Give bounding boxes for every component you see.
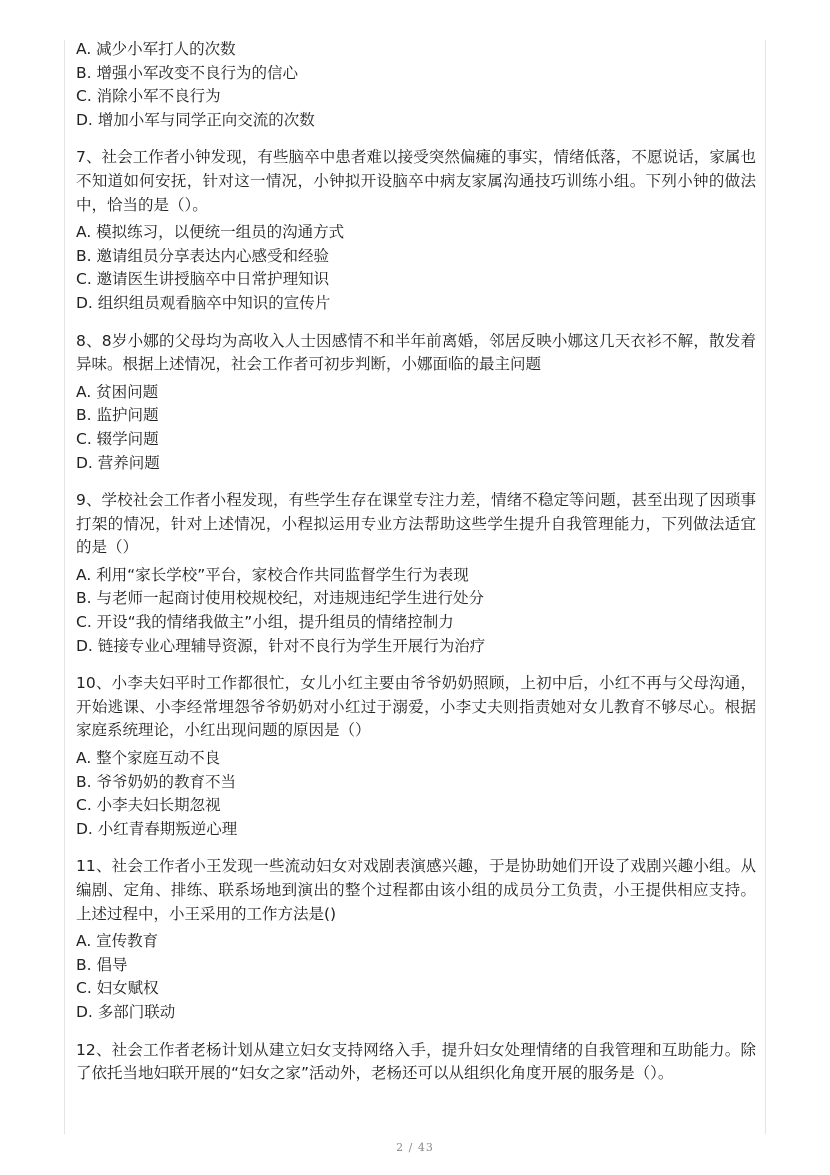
page-number: 2 / 43 [396, 1141, 434, 1154]
question-9 [76, 489, 756, 658]
option-d: D. 小红青春期叛逆心理 [76, 819, 238, 838]
page-left-edge [64, 40, 65, 1134]
option-a: A. 减少小军打人的次数 [76, 40, 236, 58]
option-c: C. 辍学问题 [76, 429, 159, 448]
option-c: C. 开设“我的情绪我做主”小组，提升组员的情绪控制力 [76, 613, 454, 632]
question-text: 8、8岁小娜的父母均为高收入人士因感情不和半年前离婚，邻居反映小娜这几天衣衫不解，散发着异味。根据上述情况，社会工作者可初步判断，小娜面临的最主问题 [76, 331, 756, 374]
option-d: D. 增加小军与同学正向交流的次数 [76, 110, 315, 129]
option-b: B. 爷爷奶奶的教育不当 [76, 772, 236, 791]
option-a: A. 宣传教育 [76, 932, 159, 951]
option-d: D. 链接专业心理辅导资源，针对不良行为学生开展行为治疗 [76, 636, 486, 655]
option-b: B. 邀请组员分享表达内心感受和经验 [76, 246, 329, 265]
option-d: D. 组织组员观看脑卒中知识的宣传片 [76, 293, 331, 312]
question-12 [76, 1039, 756, 1086]
page-content [76, 38, 756, 1086]
page-right-edge [765, 40, 766, 1134]
question-text: 12、社会工作者老杨计划从建立妇女支持网络入手，提升妇女处理情绪的自我管理和互助能力。除了依托当地妇联开展的“妇女之家”活动外，老杨还可以从组织化角度开展的服务是（）。 [76, 1040, 756, 1083]
option-c: C. 妇女赋权 [76, 979, 159, 998]
option-d: D. 营养问题 [76, 453, 160, 472]
option-a: A. 利用“家长学校”平台，家校合作共同监督学生行为表现 [76, 565, 469, 584]
option-a: A. 贫困问题 [76, 382, 159, 401]
question-text: 10、小李夫妇平时工作都很忙，女儿小红主要由爷爷奶奶照顾，上初中后，小红不再与父母沟通，开始逃课、小李经常埋怨爷爷奶奶对小红过于溺爱，小李丈夫则指责她对女儿教育不够尽心。根据家庭系统理论，小红出现问题的原因是（） [76, 674, 756, 740]
option-a: A. 模拟练习，以便统一组员的沟通方式 [76, 223, 345, 242]
option-c: C. 邀请医生讲授脑卒中日常护理知识 [76, 270, 330, 289]
option-d: D. 多部门联动 [76, 1002, 176, 1021]
question-11 [76, 855, 756, 1024]
option-b: B. 倡导 [76, 955, 128, 974]
option-b: B. 监护问题 [76, 406, 159, 425]
option-b: B. 增强小军改变不良行为的信心 [76, 63, 298, 82]
question-text: 11、社会工作者小王发现一些流动妇女对戏剧表演感兴趣，于是协助她们开设了戏剧兴趣小组。从编剧、定角、排练、联系场地到演出的整个过程都由该小组的成员分工负责，小王提供相应支持。上述过程中，小王采用的工作方法是() [76, 857, 756, 923]
question-text: 9、学校社会工作者小程发现，有些学生存在课堂专注力差，情绪不稳定等问题，甚至出现了因琐事打架的情况，针对上述情况，小程拟运用专业方法帮助这些学生提升自我管理能力，下列做法适宜的是（） [76, 491, 756, 557]
option-c: C. 消除小军不良行为 [76, 87, 221, 106]
question-text: 7、社会工作者小钟发现，有些脑卒中患者难以接受突然偏瘫的事实，情绪低落，不愿说话，家属也不知道如何安抚，针对这一情况，小钟拟开设脑卒中病友家属沟通技巧训练小组。下列小钟的做法中，恰当的是（）。 [76, 148, 756, 214]
option-a: A. 整个家庭互动不良 [76, 749, 221, 768]
option-b: B. 与老师一起商讨使用校规校纪，对违规违纪学生进行处分 [76, 589, 484, 608]
question-10 [76, 672, 756, 841]
question-7 [76, 146, 756, 315]
question-8 [76, 330, 756, 476]
option-c: C. 小李夫妇长期忽视 [76, 796, 221, 815]
carryover-options [76, 38, 756, 132]
